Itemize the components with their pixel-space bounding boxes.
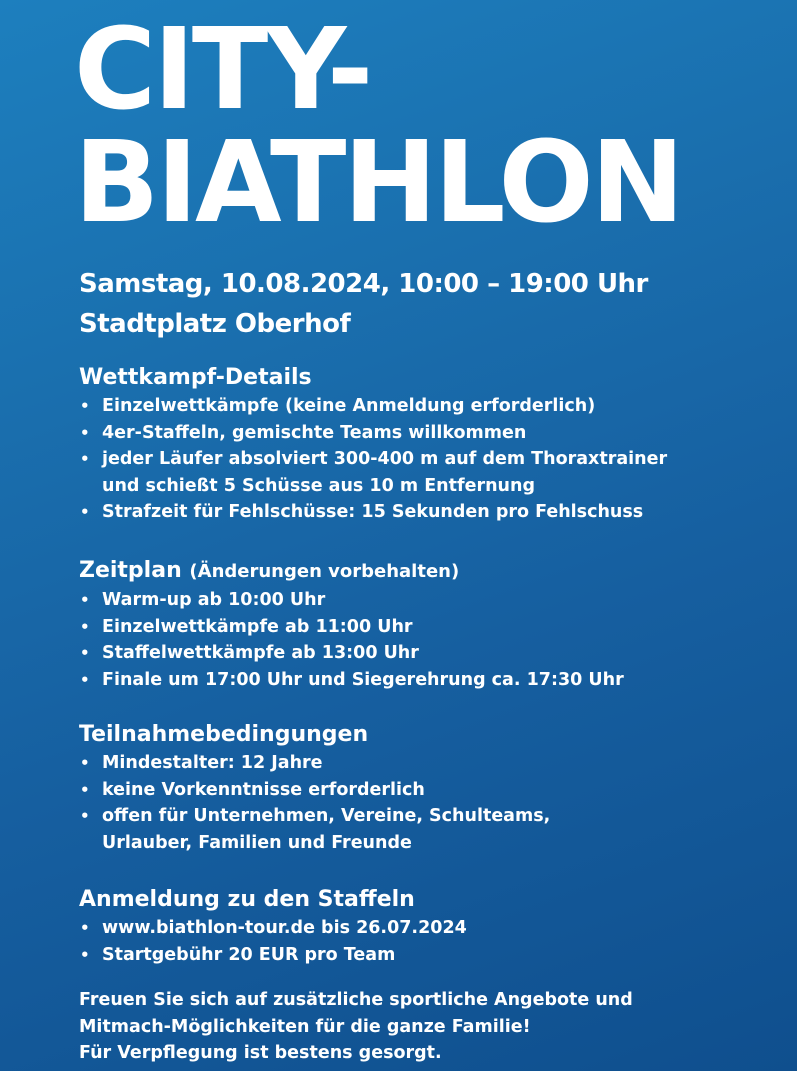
event-date-time: Samstag, 10.08.2024, 10:00 – 19:00 Uhr xyxy=(79,269,648,299)
list-item-continuation: und schießt 5 Schüsse aus 10 m Entfernung xyxy=(102,475,535,496)
event-location: Stadtplatz Oberhof xyxy=(79,309,351,339)
bullet-list xyxy=(79,915,467,968)
section-heading xyxy=(79,556,624,587)
poster-title xyxy=(74,5,682,248)
closing-line: Freuen Sie sich auf zusätzliche sportliche Angebote und xyxy=(79,990,633,1010)
list-item: • offen für Unternehmen, Vereine, Schulteams, xyxy=(79,803,550,830)
bullet-list xyxy=(79,750,550,856)
list-item: • www.biathlon-tour.de bis 26.07.2024 xyxy=(79,915,467,942)
closing-text xyxy=(79,987,633,1067)
bullet-list xyxy=(79,587,624,693)
closing-line: Mitmach-Möglichkeiten für die ganze Familie! xyxy=(79,1016,531,1037)
bullet-list xyxy=(79,393,667,526)
closing-line: Für Verpflegung ist bestens gesorgt. xyxy=(79,1043,442,1063)
section-heading: Anmeldung zu den Staffeln xyxy=(79,887,415,912)
section-heading: Teilnahmebedingungen xyxy=(79,722,369,747)
list-item: • Strafzeit für Fehlschüsse: 15 Sekunden pro Fehlschuss xyxy=(79,499,667,526)
section-wettkampf-details xyxy=(79,363,667,526)
section-teilnahmebedingungen xyxy=(79,720,550,856)
section-heading-note: (Änderungen vorbehalten) xyxy=(189,561,460,582)
list-item: • Staffelwettkämpfe ab 13:00 Uhr xyxy=(79,640,624,667)
list-item: • jeder Läufer absolviert 300-400 m auf dem Thoraxtrainer xyxy=(79,446,667,473)
list-item: • keine Vorkenntnisse erforderlich xyxy=(79,777,550,804)
list-item: • Einzelwettkämpfe ab 11:00 Uhr xyxy=(79,614,624,641)
list-item: • Einzelwettkämpfe (keine Anmeldung erforderlich) xyxy=(79,393,667,420)
list-item: • 4er-Staffeln, gemischte Teams willkommen xyxy=(79,420,667,447)
section-zeitplan xyxy=(79,556,624,693)
title-line-1: CITY- xyxy=(74,5,371,135)
list-item: • Finale um 17:00 Uhr und Siegerehrung ca. 17:30 Uhr xyxy=(79,667,624,694)
title-line-2: BIATHLON xyxy=(74,118,682,248)
list-item: • Warm-up ab 10:00 Uhr xyxy=(79,587,624,614)
section-heading-text: Zeitplan xyxy=(79,558,182,583)
section-heading: Wettkampf-Details xyxy=(79,365,312,390)
event-info xyxy=(79,264,648,344)
list-item: • Mindestalter: 12 Jahre xyxy=(79,750,550,777)
list-item: • Startgebühr 20 EUR pro Team xyxy=(79,942,467,969)
section-anmeldung xyxy=(79,885,467,968)
list-item-continuation: Urlauber, Familien und Freunde xyxy=(102,832,412,853)
